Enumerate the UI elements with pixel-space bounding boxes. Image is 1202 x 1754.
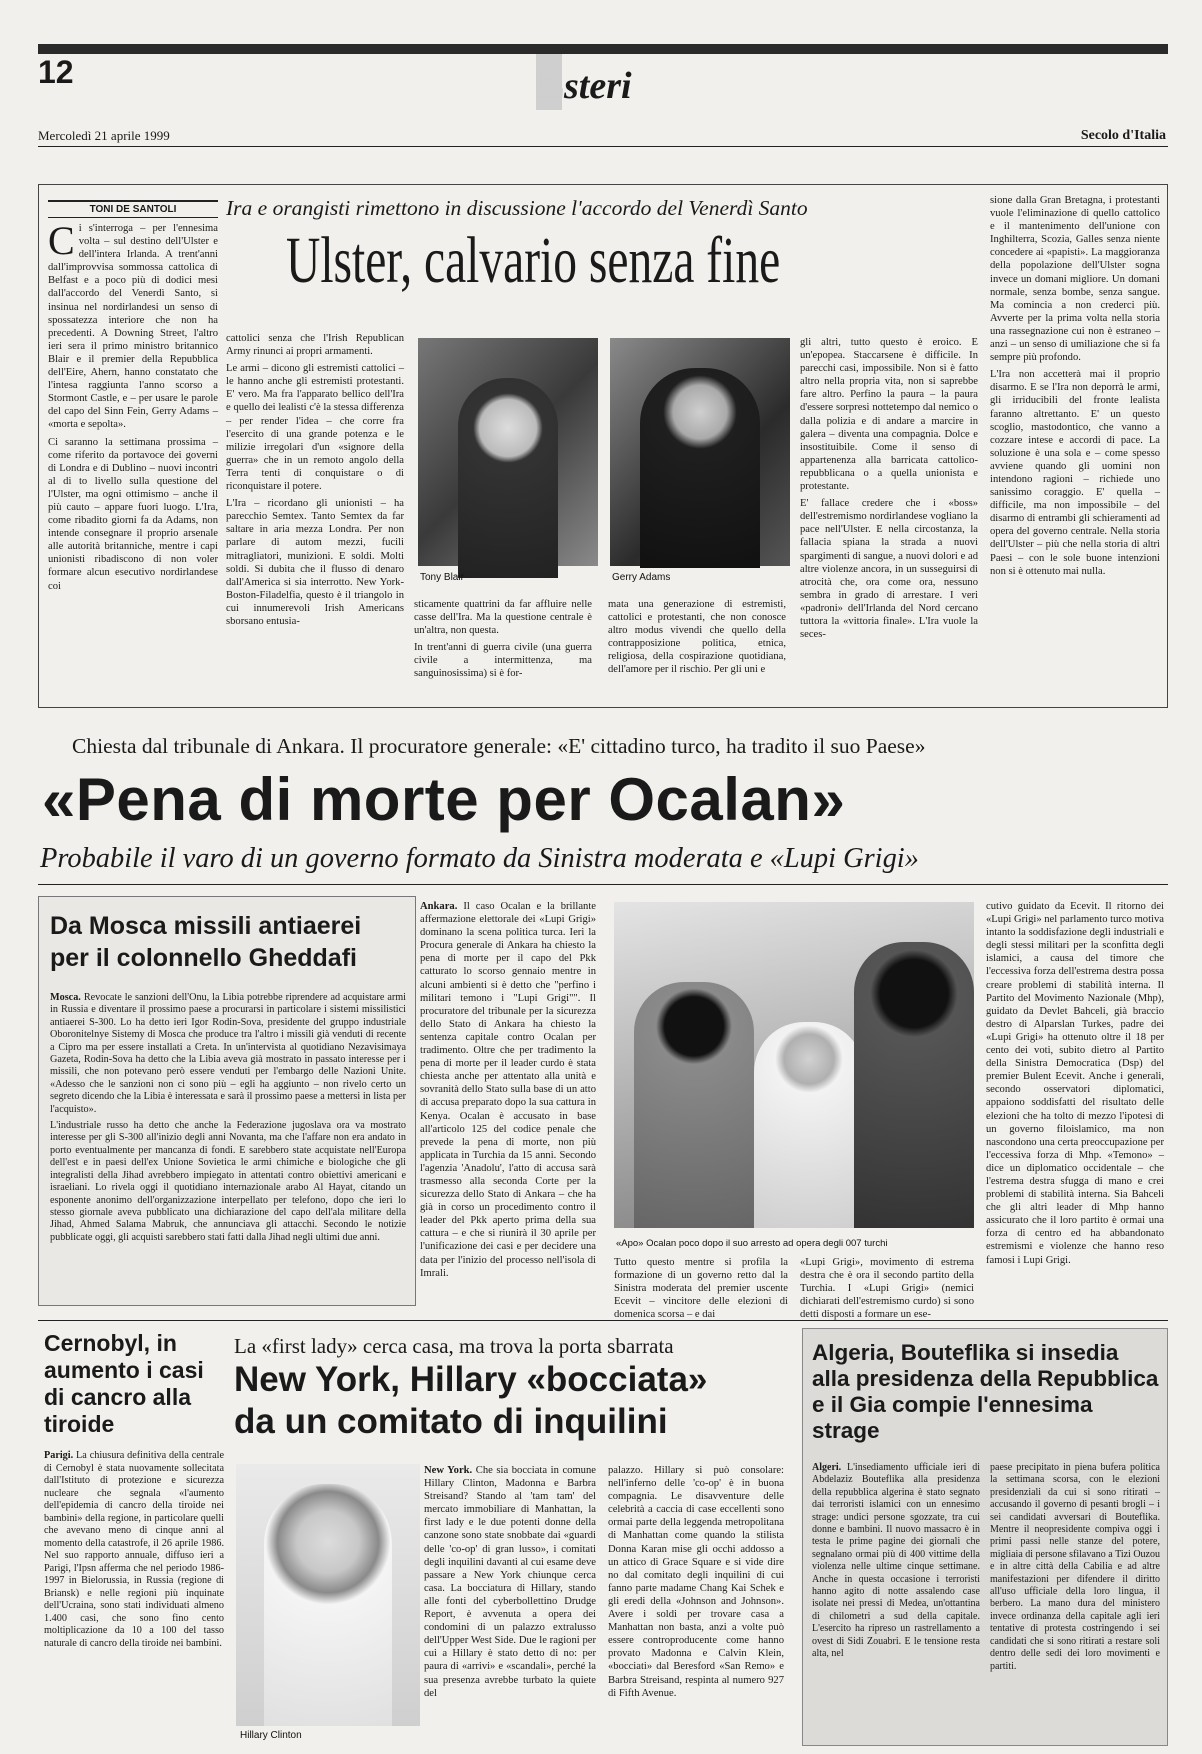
algeria-col2-text: paese precipitato in piena bufera politica la settimana scorsa, con le elezioni presidenziali da cui si sono ritirati – accusando il governo di pesanti brogli – i sei candidati avversari di Bouteflika. Mentre il neopresidente compiva oggi i primi passi nelle stanze del potere, migliaia di persone sfilavano a Tizi Ouzou e in altre città della Cabilia e ad altre manifestazioni per difendere il diritto all'uso ufficiale della loro lingua, il berbero. La mano dura del ministero invece ordinanza della capitale agli ieri tentative di protesta costringendo i sei candidati che si sono ritirati a restare soli dentro delle sedi dei loro movimenti e partiti. xyxy=(990,1462,1160,1672)
gerry-adams-figure xyxy=(640,368,760,568)
ocalan-figure xyxy=(754,1022,864,1228)
ocalan-column-3 xyxy=(614,1256,788,1321)
ulster-column-5 xyxy=(800,336,978,700)
libia-text xyxy=(50,992,406,1292)
ulster-column-3 xyxy=(414,598,592,700)
hillary-column-1 xyxy=(424,1464,596,1746)
algeria-column-2 xyxy=(990,1462,1160,1742)
libia-title-line1: Da Mosca missili antiaerei xyxy=(50,912,362,940)
masked-agent-left xyxy=(634,982,754,1228)
ocalan-col3-text: Tutto questo mentre si profila la formazione di un governo retto dal la Sinistra moderata del premier uscente Ecevit – vincitore delle elezioni di domenica scorsa – e dai xyxy=(614,1257,788,1321)
ocalan-subtitle: Probabile il varo di un governo formato da Sinistra moderata e «Lupi Grigi» xyxy=(40,842,919,874)
cernobyl-text xyxy=(44,1450,224,1742)
ulster-col6-p2: L'Ira non accetterà mai il proprio disarmo. E se l'Ira non deporrà le armi, gli irriducibili del fronte lealista faranno altrettanto. E' un questo scoglio, mastodontico, che vanno a cozzare intese e accordi di pace. La soluzione è una sola e – come spesso avviene quando gli uomini non intendono ragioni – richiede uno sanissimo coraggio. E' quella – difficile, ma non impossibile – del disarmo di entrambi gli schieramenti ad opera del governo centrale. Nella storia dell'Ulster – più che nella storia di altri Paesi – con le sole buone intenzioni non si è ottenuto mai nulla. xyxy=(990,369,1160,577)
algeria-title: Algeria, Bouteflika si insedia alla presidenza della Repubblica e il Gia compie l'ennesima strage xyxy=(812,1340,1159,1443)
algeria-col1-text: L'insediamento ufficiale ieri di Abdelaziz Bouteflika alla presidenza della repubblica algerina è stato segnato dai terroristi islamici con un ennesimo strage: undici persone sgozzate, tra cui donne e bambini. Il nuovo massacro è in testa le prime pagine dei giornali che segnalano ormai più di 400 vittime della violenza nelle ultime cinque settimane. Anche in questa occasione i terroristi hanno agito di notte assalendo case isolate nei pressi di Medea, un'ottantina di chilometri a sud della capitale. L'esercito ha ripreso un rastrellamento a ovest di Sidi Zouabri. E le tensione resta alta, nel xyxy=(812,1462,980,1660)
tony-blair-caption: Tony Blair xyxy=(420,572,464,583)
section-initial-block: E xyxy=(536,55,566,108)
ulster-col1-p1: i s'interroga – per l'ennesima volta – sul destino dell'Ulster e dell'intera Irlanda. A trent'anni dall'improvvisa sommossa cattolica di Belfast e a poco più di dodici mesi dall'accordo del Venerdì Santo, si insinua nel nordirlandesi un senso di spossatezza interiore che non ha precedenti. A Downing Street, l'altro ieri sera il primo ministro britannico Blair e il premier della Repubblica dell'Eire, Ahern, hanno constatato che l'intesa raggiunta l'anno scorso a Stormont Castle, e – per usare le parole del capo del Sinn Fein, Gerry Adams – «morta e sepolta». xyxy=(48,223,218,431)
ocalan-photo xyxy=(614,902,974,1228)
ulster-col3-p1: sticamente quattrini da far affluire nelle casse dell'Ira. Ma la questione centrale è un'altra, non questa. xyxy=(414,599,592,637)
gerry-adams-caption: Gerry Adams xyxy=(612,572,671,583)
lower-section-rule xyxy=(38,1320,1168,1321)
ulster-drop-cap: C xyxy=(48,218,75,263)
cernobyl-text-body: La chiusura definitiva della centrale di Cernobyl è stata nuovamente sollecitata dall'Istituto di protezione e sicurezza nucleare che segnala «l'aumento dell'epidemia di cancro della tiroide nei bambini» della regione, in particolare quelli che avevano meno di cinque anni al momento della catastrofe, il 26 aprile 1986. Nel suo rapporto annuale, diffuso ieri a Parigi, l'Ipsn afferma che nel periodo 1986-1997 in Bielorussia, in Russia (regione di Briansk) e nelle regioni più inquinate dell'Ucraina, sono stati individuati almeno 1.400 casi, che sono fino cento moltiplicazione da 10 a 100 del tasso naturale di cancro della tiroide nei bambini. xyxy=(44,1450,224,1649)
ocalan-column-5 xyxy=(986,900,1164,1306)
hillary-dateline: New York. xyxy=(424,1465,473,1476)
ulster-col5-p1: gli altri, tutto questo è eroico. E un'epopea. Staccarsene è difficile. In parecchi casi, impossibile. Non si è fatto altro nella propria vita, non si saprebbe fare altro. Perfino la paura – la paura d'essere sorpresi nottetempo dal nemico o dalla polizia e di andare a marcire in galera – diventa una compagnia. Dolce e insostituibile. Come il senso di appartenenza alla barricata cattolico-repubblicana o a quella unionista e protestante. xyxy=(800,337,978,493)
libia-dateline: Mosca. xyxy=(50,992,81,1003)
ulster-byline: TONI DE SANTOLI xyxy=(48,200,218,218)
header-bottom-rule xyxy=(38,146,1168,147)
ulster-col5-p2: E' fallace credere che i «boss» dell'estremismo nordirlandese vogliano la pace nell'Ulster. E nella circostanza, la fallacia spiana la strada a nuovi spargimenti di sangue, a nuovi dolori e ad altre violenze ancora, in un susseguirsi di atrocità che, ora come ora, nessuno sembra in grado di arrestare. I veri «padroni» dell'Irlanda del Nord cercano tuttora la «vittoria finale». L'Ira vuole la seces- xyxy=(800,498,978,641)
header-top-rule xyxy=(38,44,1168,54)
ulster-col1-p2: Ci saranno la settimana prossima – come riferito da portavoce dei governi di Londra e di Dublino – nuovi incontri al di to livello sulla questione del l'Ulster, ma ogni ottimismo – anche il più cauto – appare fuori luogo. L'Ira, come ribadito giorni fa da Adams, non intende consegnare il proprio arsenale alle autorità britanniche, mentre i capi unionisti ribadiscono di non voler formare alcun esecutivo nordirlandese coi xyxy=(48,436,218,592)
ocalan-col4-text: «Lupi Grigi», movimento di estrema destra che è ora il secondo partito della Turchia. I «Lupi Grigi» (nemici dichiarati dell'estremismo curdo) si sono detti disposti a formare un ese- xyxy=(800,1257,974,1321)
hillary-col1-text: Che sia bocciata in comune Hillary Clinton, Madonna e Barbra Streisand? Stando al 'tam tam' del mercato immobiliare di Manhattan, la first lady e le due potenti donne della canzone sono state snobbate dai «guardi delle 'co-op' di gran lusso», i comitati degli inquilini davanti al cui esame deve passare a New York chiunque cerca casa. La bocciatura di Hillary, stando alle fonti del cyberbollettino Drudge Report, è avvenuta a opera dei condomini di un palazzo extralusso dell'Upper West Side. Due le ragioni per cui a Hillary è stato detto di no: per paura di «arrivi» e «scandali», perché la sua presenza avrebbe turbato la quiete del xyxy=(424,1465,596,1699)
ocalan-photo-caption: «Apo» Ocalan poco dopo il suo arresto ad opera degli 007 turchi xyxy=(616,1238,888,1249)
libia-text-p1: Revocate le sanzioni dell'Onu, la Libia potrebbe riprendere ad acquistare armi in Russia e diventare il prossimo paese a procurarsi in particolare i sistemi missilistici antiaerei S-300. Lo ha detto ieri Igor Rodin-Sova, presidente del gruppo industriale Oboronitelnye Sistemy di Mosca che produce tra l'altro i missili già venduti di recente a Cipro ma per essere installati a Creta. In un'intervista al quotidiano Nezavisimaya Gazeta, Rodin-Sova ha detto che la Libia aveva già mostrato in passato interesse per i missili, che non potevano però essere venduti per l'embargo delle Nazioni Unite. «Adesso che le sanzioni non ci sono più – egli ha aggiunto – non rivelo certo un segreto dicendo che la Libia è interessata e sarà il prossimo paese a mettersi in lista per l'acquisto». xyxy=(50,992,406,1115)
cernobyl-dateline: Parigi. xyxy=(44,1450,74,1461)
ocalan-col1-text: Il caso Ocalan e la brillante affermazione elettorale dei «Lupi Grigi» dominano la scena politica turca. Ieri la Procura generale di Ankara ha chiesto la pena di morte per il capo del Pkk catturato lo scorso gennaio mentre in alcuni ambienti si è detto che "perfino i militari temono i "Lupi Grigi"". Il procuratore del tribunale per la sicurezza dello Stato di Ankara ha chiesto la sentenza capitale contro Ocalan per tradimento. Oltre che per tradimento la pena di morte per il leader curdo è stata chiesta anche per attentato alla unità e sovranità dello Stato sulla base di un atto di accusa preparato dopo la sua cattura in Kenya. Ocalan è accusato in base all'articolo 125 del codice penale che prevede la pena di morte, non più applicata in Turchia da 15 anni. Secondo l'agenzia 'Anadolu', l'atto di accusa sarà trasmesso alla seconda Corte per la sicurezza dello Stato di Ankara – che ha già in corso un procedimento contro il leader del Pkk aperto prima della sua cattura – e che si riunirà il 30 aprile per l'unificazione dei casi e per decidere una data per l'inizio del processo nell'isola di Imrali. xyxy=(420,901,596,1279)
ulster-col2-p2: Le armi – dicono gli estremisti cattolici – le hanno anche gli estremisti protestanti. E' vero. Ma fra l'apparato bellico dell'Ira e quello dei lealisti c'è la stessa differenza – per render l'idea – che corre fra l'esercito di una grande potenza e le milizie irregolari d'un «signore della guerra» che in un remoto angolo della Terra tenti di conquistare o di riconquistare il potere. xyxy=(226,363,404,493)
section-title xyxy=(536,54,632,114)
libia-title-line2: per il colonnello Gheddafi xyxy=(50,944,357,972)
hillary-kicker: La «first lady» cerca casa, ma trova la porta sbarrata xyxy=(234,1334,674,1358)
algeria-dateline: Algeri. xyxy=(812,1462,842,1473)
ulster-kicker: Ira e orangisti rimettono in discussione l'accordo del Venerdì Santo xyxy=(226,196,808,220)
cernobyl-title: Cernobyl, in aumento i casi di cancro alla tiroide xyxy=(44,1330,204,1437)
libia-text-p2: L'industriale russo ha detto che anche la Federazione jugoslava ora va mostrato interesse per gli S-300 all'inizio degli anni Novanta, ma che l'affare non era andato in porto eventualmente per mancanza di fondi. E sarebbero state acquistate nell'Europa dell'est e in paesi dell'ex Unione Sovietica le armi chimiche e biologiche che gli integralisti della Jihad avrebbero impiegato in attentati contro obiettivi americani e israeliani. Lo rivela oggi il quotidiano internazionale arabo Al Hayat, citando un esponente anonimo dell'organizzazione interpellato per telefono, dopo che ieri lo stesso giornale aveva pubblicato una dichiarazione del capo dell'ala militare della Jihad, Ahmed Salama Mabruk, che annunciava gli attacchi. Secondo le notizie pubblicate oggi, gli acquisti sarebbero stati fatti dalla Jihad negli ultimi due anni. xyxy=(50,1120,406,1243)
tony-blair-figure xyxy=(458,378,558,578)
hillary-column-2 xyxy=(608,1464,784,1746)
ulster-column-1 xyxy=(48,218,218,700)
ulster-col3-p2: In trent'anni di guerra civile (una guerra civile a intermittenza, ma sanguinosissima) si è for- xyxy=(414,642,592,680)
date: Mercoledì 21 aprile 1999 xyxy=(38,128,170,143)
hillary-title-line1: New York, Hillary «bocciata» xyxy=(234,1360,708,1399)
hillary-clinton-caption: Hillary Clinton xyxy=(240,1730,302,1741)
page-number: 12 xyxy=(38,54,74,90)
ulster-column-4 xyxy=(608,598,786,700)
ulster-column-2 xyxy=(226,332,404,700)
hillary-col2-text: palazzo. Hillary si può consolare: nell'inferno delle 'co-op' è in buona compagnia. Le disavventure delle celebrità a caccia di case eccellenti sono ormai parte della leggenda metropolitana di Manhattan come quando la stilista Donna Karan mise gli occhi addosso a un attico di Grace Square e si vide dire no dal comitato degli inquilini di cui fanno parte madame Chang Kai Schek e gli eredi della «Johnson and Johnson». Avere i soldi per trovare casa a Manhattan non basta, anzi a volte può essere controproducente come hanno provato Madonna e Calvin Klein, «bocciati» dal Beresford «San Remo» e Barbra Streisand, respinta al numero 927 di Fifth Avenue. xyxy=(608,1465,784,1699)
ulster-column-6 xyxy=(990,194,1160,700)
ulster-col6-p1: sione dalla Gran Bretagna, i protestanti vuole l'eliminazione di quello cattolico e il mantenimento dell'unione con Inghilterra, Scozia, Galles senza niente concedere ai «papisti». La maggioranza della popolazione dell'Ulster sogna invece un domani migliore. Un domani normale, senza bombe, senza sangue. Ma comincia a non crederci più. Avverte per la prima volta nella storia una rassegnazione cui non è estraneo – anzi – un senso di umiliazione che si fa sempre più profondo. xyxy=(990,195,1160,364)
hillary-clinton-photo xyxy=(236,1464,420,1726)
hillary-title-line2: da un comitato di inquilini xyxy=(234,1402,668,1441)
tony-blair-photo xyxy=(418,338,598,566)
hillary-figure xyxy=(264,1484,392,1726)
ocalan-column-4 xyxy=(800,1256,974,1321)
ocalan-column-1 xyxy=(420,900,596,1306)
algeria-column-1 xyxy=(812,1462,980,1742)
ocalan-col5-text: cutivo guidato da Ecevit. Il ritorno dei «Lupi Grigi» nel parlamento turco motiva intanto la soddisfazione degli industriali e degli stessi militari per la sconfitta degli islamici, a causa del timore che l'eccessiva forza dell'estrema destra possa creare problemi di stabilità interna. Il Partito del Movimento Nazionale (Mhp), guidato da Devlet Bahceli, già braccio destro di Alparslan Turkes, padre dei «Lupi Grigi» ha ottenuto oltre il 18 per cento dei voti, subito dietro al Partito della Sinistra Democratica (Dsp) del premier Bulent Ecevit. Anche i generali, secondo osservatori diplomatici, appaiono soddisfatti del risultato delle elezioni che ha tolto di mezzo l'ipotesi di un governo filoislamico, ma non nascondono una certa preoccupazione per l'eccessiva forza di Mhp. «Temono» – dice un diplomatico occidentale – che l'estrema destra sfugga di mano e crei problemi di stabilità interna. Sia Bahceli che gli altri leader di Mhp hanno assicurato che il loro partito è ormai una forza di centro ed ha abbandonato estremismi e violenze che hanno reso famosi i Lupi Grigi. xyxy=(986,901,1164,1266)
gerry-adams-photo xyxy=(610,338,790,566)
ulster-col2-p3: L'Ira – ricordano gli unionisti – ha parecchio Semtex. Tanto Semtex da far saltare in aria mezza Londra. Per non parlare di autom mezzi, fucili mitragliatori, munizioni. E soldi. Molti soldi. Si dubita che il flusso di denaro dall'America si sia interrotto. New York-Boston-Filadelfia, questo è il triangolo in cui innumerevoli Irish Americans sborsano entusia- xyxy=(226,498,404,627)
section-name: steri xyxy=(564,65,632,107)
masked-agent-right xyxy=(854,942,974,1228)
newspaper-name: Secolo d'Italia xyxy=(1080,128,1166,143)
ocalan-dateline: Ankara. xyxy=(420,901,458,912)
ocalan-kicker: Chiesta dal tribunale di Ankara. Il procuratore generale: «E' cittadino turco, ha tradito il suo Paese» xyxy=(72,734,926,758)
ocalan-rule xyxy=(38,884,1168,885)
ulster-col4-p1: mata una generazione di estremisti, cattolici e protestanti, che non conosce altro modus vivendi che quello della contrapposizione politica, etnica, religiosa, della cospirazione quotidiana, dell'amore per il rischio. Per gli uni e xyxy=(608,599,786,676)
ocalan-title: «Pena di morte per Ocalan» xyxy=(42,766,846,833)
ulster-title: Ulster, calvario senza fine xyxy=(286,224,781,297)
ulster-col2-p1: cattolici senza che l'Irish Republican Army rinunci ai propri armamenti. xyxy=(226,333,404,358)
